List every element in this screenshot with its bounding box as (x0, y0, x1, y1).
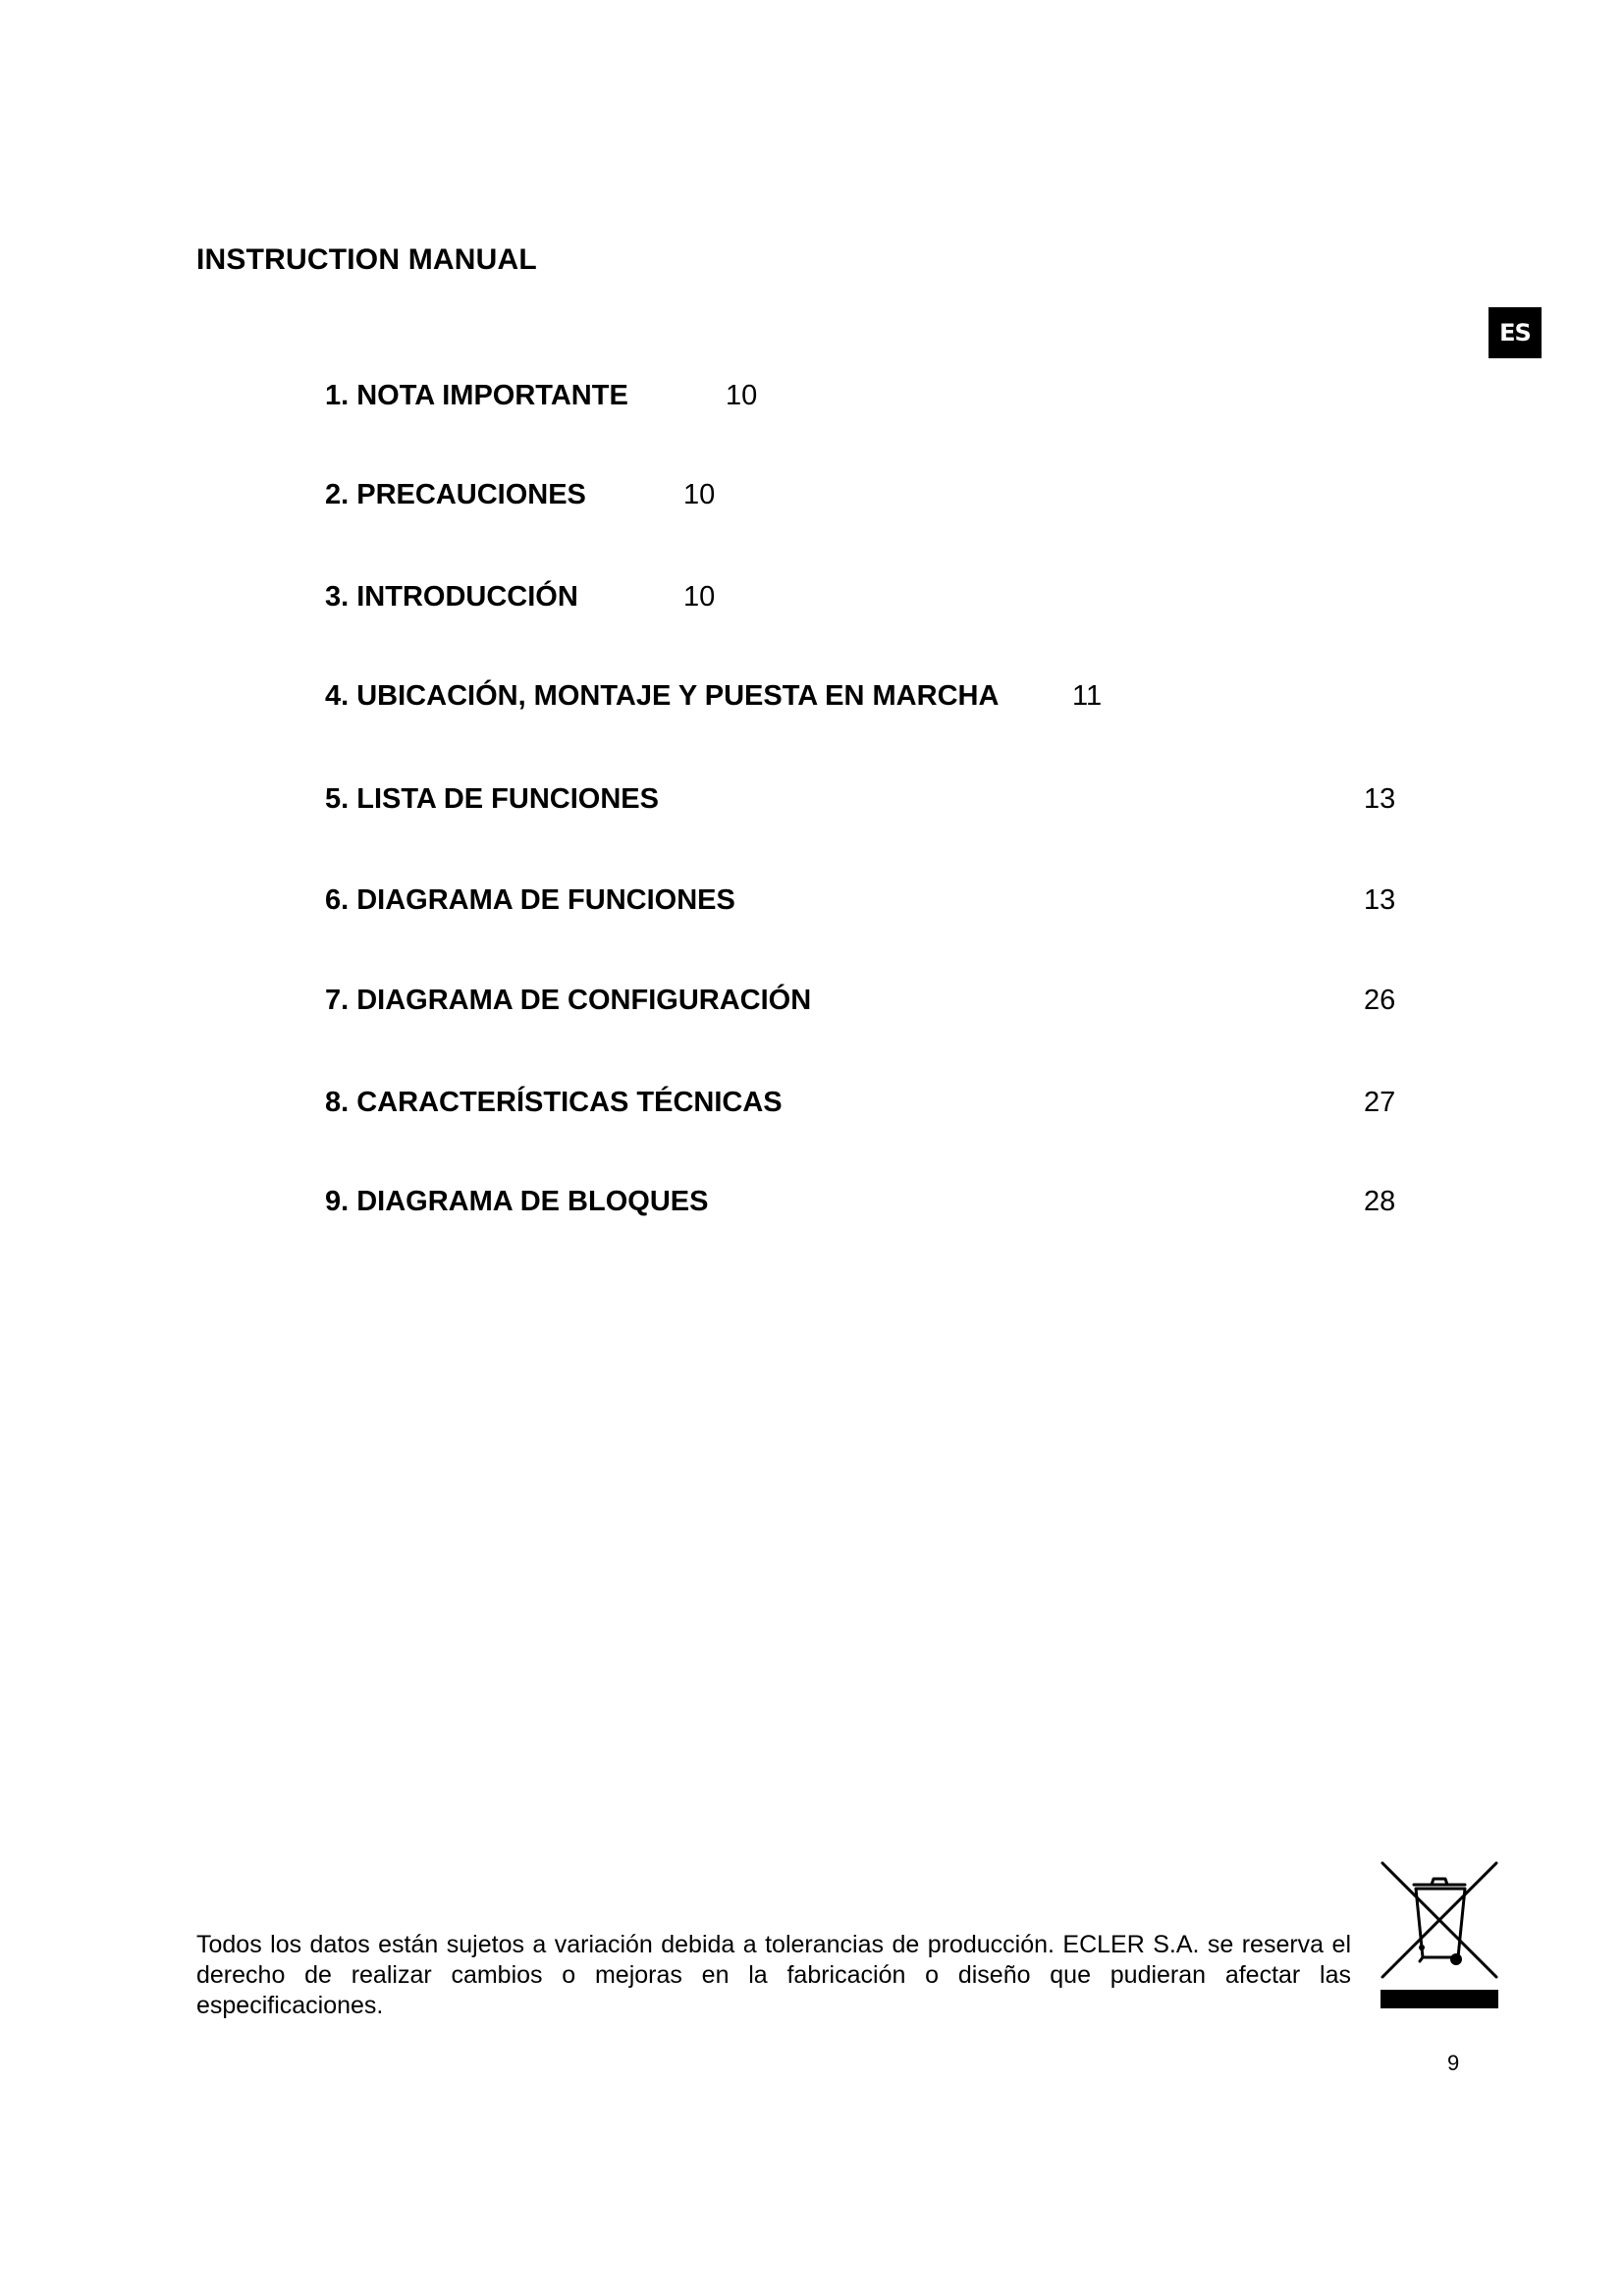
toc-entry[interactable] (325, 676, 999, 716)
toc-entry[interactable] (325, 475, 586, 514)
toc-entry-page: 10 (726, 380, 758, 411)
toc-entry-page: 26 (1364, 985, 1396, 1016)
toc-entry-page: 13 (1364, 783, 1396, 815)
toc-entry-page: 13 (1364, 884, 1396, 916)
page-number: 9 (1447, 2051, 1460, 2075)
toc-entry-label: 1. NOTA IMPORTANTE (325, 380, 628, 411)
language-badge: ES (1489, 307, 1542, 358)
toc-entry[interactable] (325, 981, 811, 1020)
toc-entry-page: 28 (1364, 1186, 1396, 1217)
toc-entry[interactable] (325, 376, 628, 415)
toc-entry-label: 6. DIAGRAMA DE FUNCIONES (325, 884, 735, 916)
toc-entry[interactable] (325, 1182, 708, 1221)
toc-entry[interactable] (325, 1083, 783, 1122)
toc-entry-page: 10 (683, 479, 716, 510)
toc-entry-page: 27 (1364, 1087, 1396, 1118)
toc-entry-label: 5. LISTA DE FUNCIONES (325, 783, 659, 815)
toc-entry-label: 4. UBICACIÓN, MONTAJE Y PUESTA EN MARCHA (325, 680, 1000, 712)
toc-entry[interactable] (325, 779, 659, 819)
toc-entry[interactable] (325, 881, 735, 920)
crossed-out-wheelie-bin-icon (1379, 1855, 1500, 2010)
toc-entry-label: 3. INTRODUCCIÓN (325, 581, 578, 613)
toc-entry-label: 8. CARACTERÍSTICAS TÉCNICAS (325, 1087, 783, 1118)
toc-entry-page: 11 (1072, 680, 1103, 712)
disclaimer-text: Todos los datos están sujetos a variación debida a tolerancias de producción. ECLER S.A. se reserva el derecho de realizar cambios o mejoras en la fabricación o diseño que pudieran afectar las especificaciones. (196, 1931, 1351, 2019)
toc-entry-label: 7. DIAGRAMA DE CONFIGURACIÓN (325, 985, 812, 1016)
toc-entry[interactable] (325, 577, 578, 616)
page-title: INSTRUCTION MANUAL (196, 243, 537, 276)
toc-entry-page: 10 (683, 581, 716, 613)
toc-entry-label: 9. DIAGRAMA DE BLOQUES (325, 1186, 709, 1217)
toc-entry-label: 2. PRECAUCIONES (325, 479, 586, 510)
